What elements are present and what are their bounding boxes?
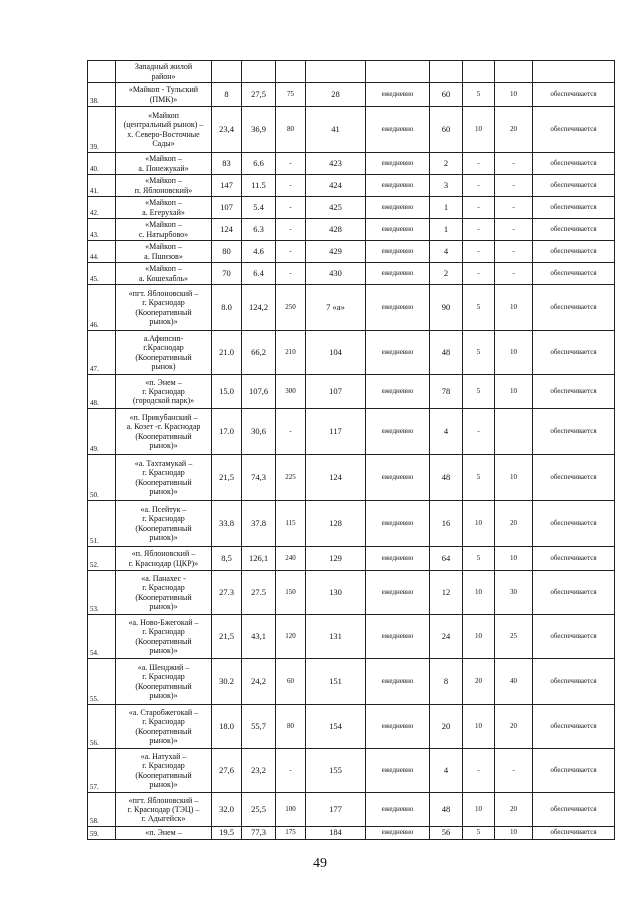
cell-min <box>463 61 495 83</box>
cell-status: обеспечивается <box>533 793 615 827</box>
cell-mid: 20 <box>495 793 533 827</box>
cell-route: «п. Энем – <box>116 827 212 840</box>
cell-max <box>430 61 463 83</box>
cell-dist: 80 <box>276 107 306 153</box>
cell-min: 5 <box>463 375 495 409</box>
cell-min: 5 <box>463 285 495 331</box>
table-row <box>88 547 615 571</box>
cell-max: 16 <box>430 501 463 547</box>
cell-time: 55,7 <box>242 705 276 749</box>
cell-freq: ежедневно <box>366 153 430 175</box>
cell-freq: ежедневно <box>366 571 430 615</box>
cell-status: обеспечивается <box>533 455 615 501</box>
cell-freq: ежедневно <box>366 375 430 409</box>
table-row <box>88 749 615 793</box>
cell-reg: 151 <box>306 659 366 705</box>
cell-reg: 28 <box>306 83 366 107</box>
cell-max: 4 <box>430 749 463 793</box>
cell-length <box>212 61 242 83</box>
cell-min: - <box>463 219 495 241</box>
cell-status: обеспечивается <box>533 615 615 659</box>
cell-route: «Майкоп - Тульский (ПМК)» <box>116 83 212 107</box>
cell-dist: 80 <box>276 705 306 749</box>
cell-freq: ежедневно <box>366 547 430 571</box>
cell-time: 43,1 <box>242 615 276 659</box>
cell-route: «а. Псейтук – г. Краснодар (Кооперативный рынок)» <box>116 501 212 547</box>
cell-num: 46. <box>88 285 116 331</box>
cell-dist: 150 <box>276 571 306 615</box>
cell-dist: 250 <box>276 285 306 331</box>
cell-route: «Майкоп (центральный рынок) – х. Северо-Восточные Сады» <box>116 107 212 153</box>
cell-max: 48 <box>430 793 463 827</box>
cell-time <box>242 61 276 83</box>
cell-time: 11.5 <box>242 175 276 197</box>
cell-route: «а. Старобжегокай – г. Краснодар (Кооперативный рынок)» <box>116 705 212 749</box>
cell-freq: ежедневно <box>366 455 430 501</box>
table-row <box>88 61 615 83</box>
cell-dist: - <box>276 197 306 219</box>
table-row <box>88 285 615 331</box>
cell-route: «Майкоп – а. Понежукай» <box>116 153 212 175</box>
cell-length: 8.0 <box>212 285 242 331</box>
cell-mid: 30 <box>495 571 533 615</box>
cell-dist: 100 <box>276 793 306 827</box>
cell-mid: 10 <box>495 827 533 840</box>
cell-dist: 60 <box>276 659 306 705</box>
cell-dist: - <box>276 241 306 263</box>
cell-dist: 175 <box>276 827 306 840</box>
cell-min: 10 <box>463 501 495 547</box>
cell-time: 77,3 <box>242 827 276 840</box>
cell-dist: 225 <box>276 455 306 501</box>
table-row <box>88 827 615 840</box>
table-row <box>88 107 615 153</box>
cell-freq <box>366 61 430 83</box>
cell-status: обеспечивается <box>533 83 615 107</box>
cell-reg: 428 <box>306 219 366 241</box>
cell-status: обеспечивается <box>533 571 615 615</box>
cell-status: обеспечивается <box>533 285 615 331</box>
cell-min: 10 <box>463 793 495 827</box>
cell-mid: 10 <box>495 83 533 107</box>
cell-min: - <box>463 153 495 175</box>
cell-status: обеспечивается <box>533 501 615 547</box>
cell-length: 8,5 <box>212 547 242 571</box>
cell-mid: 10 <box>495 375 533 409</box>
table-row <box>88 375 615 409</box>
cell-num: 45. <box>88 263 116 285</box>
cell-min: 10 <box>463 107 495 153</box>
cell-time: 36,9 <box>242 107 276 153</box>
cell-max: 3 <box>430 175 463 197</box>
cell-freq: ежедневно <box>366 285 430 331</box>
cell-length: 30.2 <box>212 659 242 705</box>
cell-max: 2 <box>430 153 463 175</box>
routes-table <box>87 60 615 840</box>
cell-reg: 130 <box>306 571 366 615</box>
table-row <box>88 615 615 659</box>
cell-freq: ежедневно <box>366 659 430 705</box>
cell-reg: 184 <box>306 827 366 840</box>
cell-mid: - <box>495 241 533 263</box>
cell-min: - <box>463 749 495 793</box>
table-body <box>88 61 615 840</box>
cell-num: 52. <box>88 547 116 571</box>
cell-time: 124,2 <box>242 285 276 331</box>
cell-status: обеспечивается <box>533 409 615 455</box>
cell-max: 90 <box>430 285 463 331</box>
cell-mid: 10 <box>495 455 533 501</box>
cell-max: 4 <box>430 241 463 263</box>
cell-reg: 124 <box>306 455 366 501</box>
cell-num: 39. <box>88 107 116 153</box>
cell-num: 55. <box>88 659 116 705</box>
cell-route: «а. Натухай – г. Краснодар (Кооперативный рынок)» <box>116 749 212 793</box>
cell-num: 43. <box>88 219 116 241</box>
cell-max: 60 <box>430 107 463 153</box>
cell-reg: 128 <box>306 501 366 547</box>
cell-length: 18.0 <box>212 705 242 749</box>
cell-status: обеспечивается <box>533 547 615 571</box>
cell-min: - <box>463 241 495 263</box>
cell-num: 38. <box>88 83 116 107</box>
cell-num: 51. <box>88 501 116 547</box>
cell-num: 44. <box>88 241 116 263</box>
cell-reg: 154 <box>306 705 366 749</box>
cell-time: 30,6 <box>242 409 276 455</box>
cell-mid: - <box>495 749 533 793</box>
table-row <box>88 571 615 615</box>
cell-mid: 10 <box>495 547 533 571</box>
cell-mid: 20 <box>495 107 533 153</box>
cell-reg: 129 <box>306 547 366 571</box>
cell-reg: 429 <box>306 241 366 263</box>
cell-freq: ежедневно <box>366 263 430 285</box>
cell-status: обеспечивается <box>533 175 615 197</box>
cell-route: «п. Энем – г. Краснодар (городской парк)» <box>116 375 212 409</box>
cell-length: 21,5 <box>212 455 242 501</box>
cell-max: 24 <box>430 615 463 659</box>
cell-route: «Майкоп – а. Пшизов» <box>116 241 212 263</box>
cell-max: 4 <box>430 409 463 455</box>
cell-route: «Майкоп – п. Яблоновский» <box>116 175 212 197</box>
cell-reg: 425 <box>306 197 366 219</box>
cell-time: 126,1 <box>242 547 276 571</box>
cell-dist: 120 <box>276 615 306 659</box>
cell-min: 5 <box>463 547 495 571</box>
cell-length: 147 <box>212 175 242 197</box>
cell-reg: 7 «а» <box>306 285 366 331</box>
table-row <box>88 793 615 827</box>
cell-route: «а. Тахтамукай – г. Краснодар (Кооперативный рынок)» <box>116 455 212 501</box>
table-row <box>88 153 615 175</box>
table-row <box>88 83 615 107</box>
cell-mid: 40 <box>495 659 533 705</box>
cell-min: 10 <box>463 571 495 615</box>
cell-length: 83 <box>212 153 242 175</box>
cell-mid: - <box>495 153 533 175</box>
cell-reg: 423 <box>306 153 366 175</box>
cell-status: обеспечивается <box>533 263 615 285</box>
cell-num: 48. <box>88 375 116 409</box>
table-row <box>88 197 615 219</box>
cell-time: 37.8 <box>242 501 276 547</box>
cell-min: 10 <box>463 705 495 749</box>
table-row <box>88 219 615 241</box>
cell-length: 32.0 <box>212 793 242 827</box>
cell-length: 15.0 <box>212 375 242 409</box>
cell-mid: 20 <box>495 705 533 749</box>
cell-route: «п. Яблоновский – г. Краснодар (ЦКР)» <box>116 547 212 571</box>
cell-max: 8 <box>430 659 463 705</box>
cell-min: - <box>463 175 495 197</box>
cell-mid <box>495 409 533 455</box>
cell-time: 66,2 <box>242 331 276 375</box>
cell-dist: - <box>276 175 306 197</box>
cell-reg: 430 <box>306 263 366 285</box>
cell-freq: ежедневно <box>366 219 430 241</box>
cell-route: Западный жилой район» <box>116 61 212 83</box>
cell-time: 107,6 <box>242 375 276 409</box>
cell-freq: ежедневно <box>366 409 430 455</box>
cell-num: 53. <box>88 571 116 615</box>
cell-freq: ежедневно <box>366 107 430 153</box>
cell-max: 20 <box>430 705 463 749</box>
cell-num: 49. <box>88 409 116 455</box>
cell-route: «п. Прикубанский – а. Козет -г. Краснодар (Кооперативный рынок)» <box>116 409 212 455</box>
cell-freq: ежедневно <box>366 615 430 659</box>
cell-freq: ежедневно <box>366 501 430 547</box>
cell-route: «а. Ново-Бжегокай – г. Краснодар (Кооперативный рынок)» <box>116 615 212 659</box>
cell-freq: ежедневно <box>366 749 430 793</box>
cell-length: 8 <box>212 83 242 107</box>
cell-reg: 41 <box>306 107 366 153</box>
cell-num: 41. <box>88 175 116 197</box>
cell-max: 78 <box>430 375 463 409</box>
cell-min: - <box>463 409 495 455</box>
table-row <box>88 455 615 501</box>
cell-max: 48 <box>430 455 463 501</box>
cell-route: а.Афипсип- г.Краснодар (Кооперативный рынок) <box>116 331 212 375</box>
cell-length: 70 <box>212 263 242 285</box>
cell-freq: ежедневно <box>366 175 430 197</box>
cell-reg: 107 <box>306 375 366 409</box>
cell-status: обеспечивается <box>533 241 615 263</box>
cell-status: обеспечивается <box>533 659 615 705</box>
cell-dist: - <box>276 263 306 285</box>
cell-length: 107 <box>212 197 242 219</box>
cell-status: обеспечивается <box>533 749 615 793</box>
cell-route: «а. Панахес - г. Краснодар (Кооперативный рынок)» <box>116 571 212 615</box>
cell-time: 6.6 <box>242 153 276 175</box>
cell-num: 57. <box>88 749 116 793</box>
cell-reg: 177 <box>306 793 366 827</box>
cell-length: 124 <box>212 219 242 241</box>
cell-reg: 131 <box>306 615 366 659</box>
cell-dist <box>276 61 306 83</box>
cell-max: 12 <box>430 571 463 615</box>
cell-min: - <box>463 263 495 285</box>
cell-mid: 25 <box>495 615 533 659</box>
cell-max: 2 <box>430 263 463 285</box>
cell-dist: - <box>276 749 306 793</box>
cell-mid: 20 <box>495 501 533 547</box>
cell-num: 40. <box>88 153 116 175</box>
cell-num: 58. <box>88 793 116 827</box>
cell-dist: 300 <box>276 375 306 409</box>
cell-time: 5.4 <box>242 197 276 219</box>
cell-status: обеспечивается <box>533 197 615 219</box>
cell-num: 54. <box>88 615 116 659</box>
cell-dist: - <box>276 409 306 455</box>
cell-reg: 155 <box>306 749 366 793</box>
cell-max: 1 <box>430 197 463 219</box>
cell-num: 42. <box>88 197 116 219</box>
cell-freq: ежедневно <box>366 827 430 840</box>
cell-dist: 210 <box>276 331 306 375</box>
cell-route: «пгт. Яблоновский – г. Краснодар (Кооперативный рынок)» <box>116 285 212 331</box>
cell-status: обеспечивается <box>533 153 615 175</box>
cell-length: 21,5 <box>212 615 242 659</box>
cell-time: 27,5 <box>242 83 276 107</box>
cell-dist: - <box>276 153 306 175</box>
cell-status: обеспечивается <box>533 705 615 749</box>
cell-dist: 75 <box>276 83 306 107</box>
cell-mid: - <box>495 175 533 197</box>
cell-route: «Майкоп – а. Кошехабль» <box>116 263 212 285</box>
cell-time: 24,2 <box>242 659 276 705</box>
cell-time: 74,3 <box>242 455 276 501</box>
cell-max: 60 <box>430 83 463 107</box>
cell-mid: 10 <box>495 285 533 331</box>
cell-length: 17.0 <box>212 409 242 455</box>
cell-status: обеспечивается <box>533 375 615 409</box>
cell-route: «Майкоп – а. Егерухай» <box>116 197 212 219</box>
cell-status <box>533 61 615 83</box>
cell-mid: - <box>495 197 533 219</box>
table-row <box>88 175 615 197</box>
cell-length: 80 <box>212 241 242 263</box>
cell-freq: ежедневно <box>366 241 430 263</box>
cell-status: обеспечивается <box>533 331 615 375</box>
cell-route: «а. Шенджий – г. Краснодар (Кооперативный рынок)» <box>116 659 212 705</box>
cell-num: 47. <box>88 331 116 375</box>
cell-length: 19.5 <box>212 827 242 840</box>
cell-max: 48 <box>430 331 463 375</box>
cell-time: 25,5 <box>242 793 276 827</box>
cell-freq: ежедневно <box>366 793 430 827</box>
cell-status: обеспечивается <box>533 219 615 241</box>
cell-max: 64 <box>430 547 463 571</box>
cell-dist: 240 <box>276 547 306 571</box>
cell-min: 5 <box>463 331 495 375</box>
cell-max: 56 <box>430 827 463 840</box>
cell-length: 27.3 <box>212 571 242 615</box>
cell-route: «пгт. Яблоновский – г. Краснодар (ТЭЦ) – г. Адыгейск» <box>116 793 212 827</box>
page-number: 49 <box>313 856 327 871</box>
cell-mid: - <box>495 263 533 285</box>
cell-mid: - <box>495 219 533 241</box>
cell-status: обеспечивается <box>533 827 615 840</box>
cell-reg: 104 <box>306 331 366 375</box>
cell-reg: 117 <box>306 409 366 455</box>
cell-freq: ежедневно <box>366 197 430 219</box>
table-row <box>88 409 615 455</box>
table-row <box>88 241 615 263</box>
cell-freq: ежедневно <box>366 331 430 375</box>
cell-status: обеспечивается <box>533 107 615 153</box>
cell-length: 33.8 <box>212 501 242 547</box>
cell-min: 10 <box>463 615 495 659</box>
cell-route: «Майкоп – с. Натырбово» <box>116 219 212 241</box>
cell-time: 4.6 <box>242 241 276 263</box>
cell-dist: - <box>276 219 306 241</box>
cell-num <box>88 61 116 83</box>
table-row <box>88 659 615 705</box>
cell-num: 56. <box>88 705 116 749</box>
cell-min: 20 <box>463 659 495 705</box>
cell-freq: ежедневно <box>366 83 430 107</box>
cell-num: 59. <box>88 827 116 840</box>
cell-dist: 115 <box>276 501 306 547</box>
table-row <box>88 501 615 547</box>
cell-mid <box>495 61 533 83</box>
cell-time: 6.4 <box>242 263 276 285</box>
cell-min: 5 <box>463 455 495 501</box>
cell-time: 6.3 <box>242 219 276 241</box>
cell-length: 27,6 <box>212 749 242 793</box>
cell-reg <box>306 61 366 83</box>
cell-time: 27.5 <box>242 571 276 615</box>
cell-min: - <box>463 197 495 219</box>
cell-max: 1 <box>430 219 463 241</box>
cell-time: 23,2 <box>242 749 276 793</box>
cell-freq: ежедневно <box>366 705 430 749</box>
table-row <box>88 705 615 749</box>
table-row <box>88 331 615 375</box>
cell-min: 5 <box>463 827 495 840</box>
cell-reg: 424 <box>306 175 366 197</box>
cell-length: 21.0 <box>212 331 242 375</box>
cell-mid: 10 <box>495 331 533 375</box>
cell-num: 50. <box>88 455 116 501</box>
cell-min: 5 <box>463 83 495 107</box>
cell-length: 23,4 <box>212 107 242 153</box>
table-row <box>88 263 615 285</box>
